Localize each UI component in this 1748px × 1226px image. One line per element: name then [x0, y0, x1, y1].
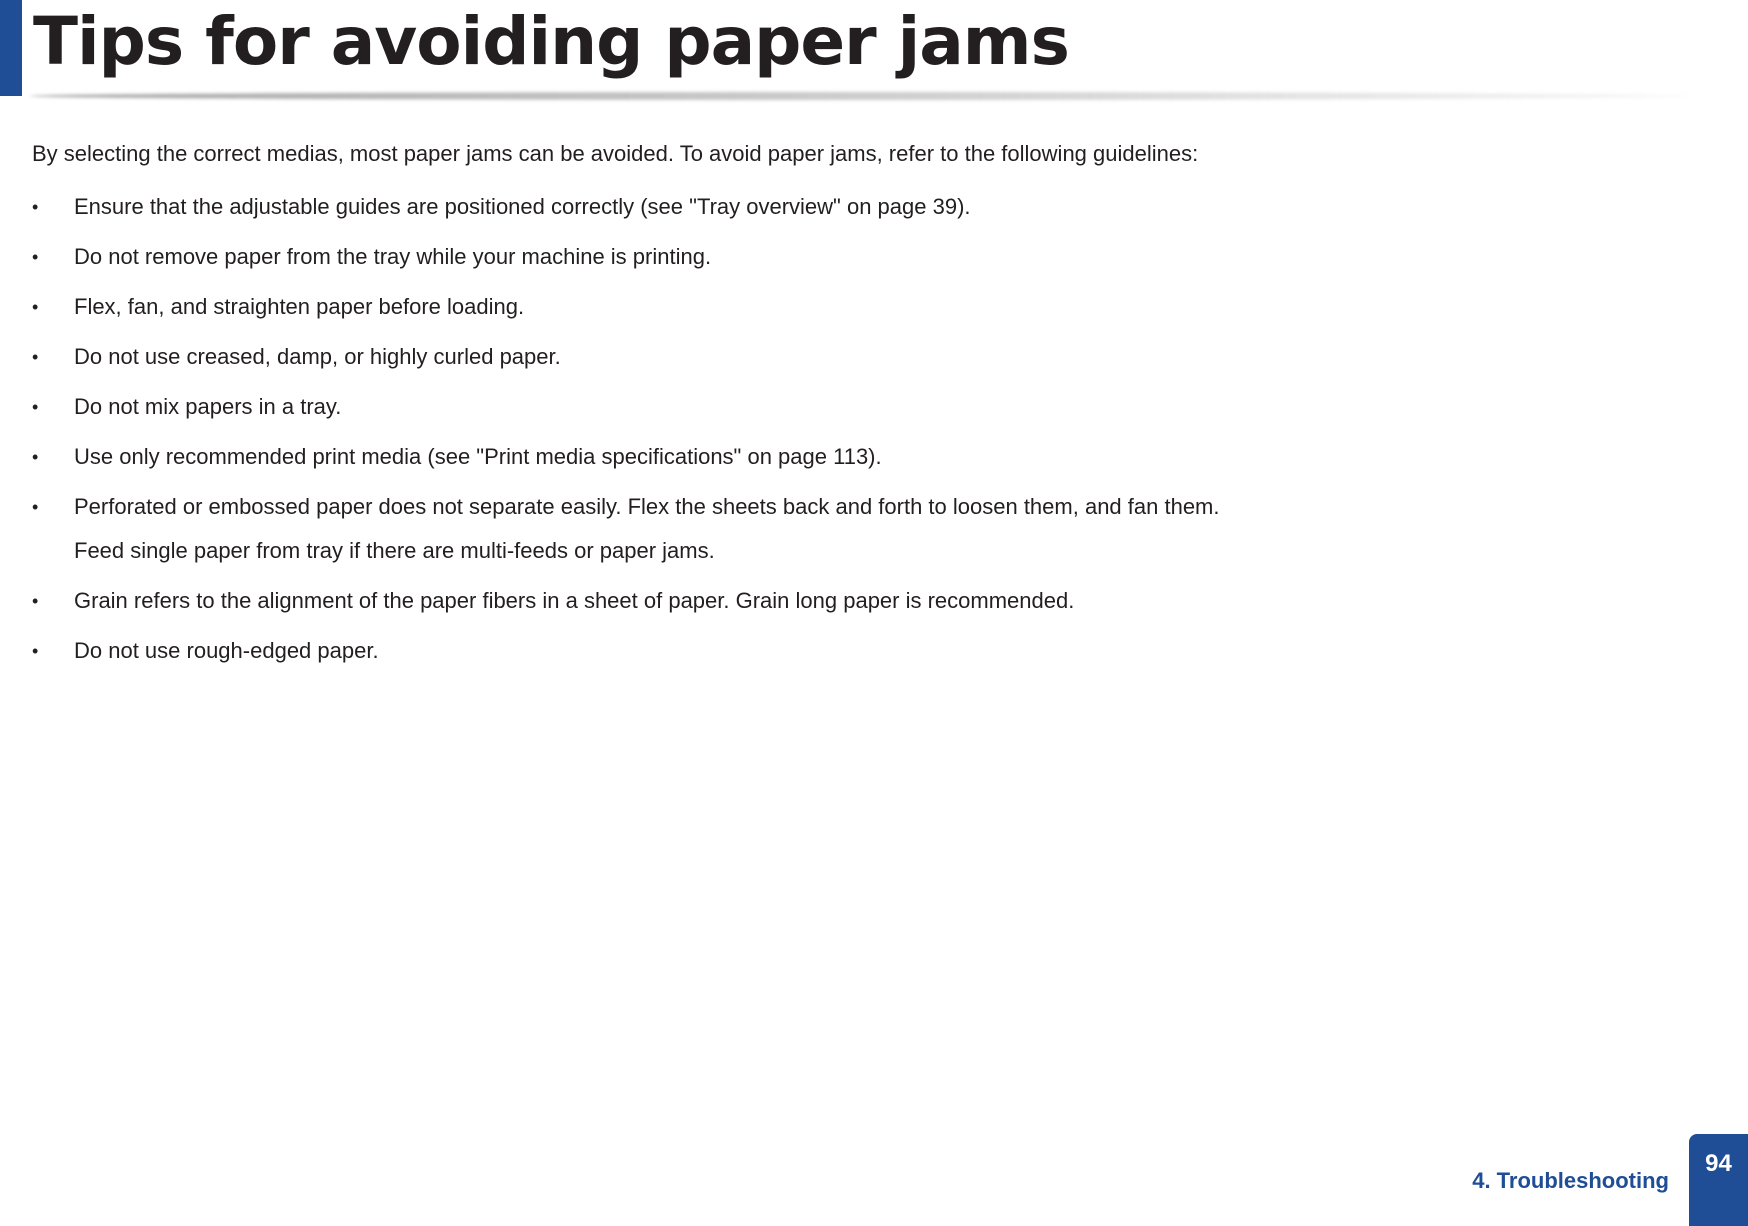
bullet-icon: • — [32, 641, 39, 661]
guideline-text: Perforated or embossed paper does not separate easily. Flex the sheets back and forth to loosen them, and fan them. — [74, 494, 1220, 519]
guideline-list — [32, 193, 1712, 687]
guideline-item — [32, 243, 1712, 271]
bullet-icon: • — [32, 197, 39, 217]
title-divider — [30, 92, 1690, 100]
bullet-icon: • — [32, 497, 39, 517]
guideline-item — [32, 493, 1712, 565]
guideline-item — [32, 443, 1712, 471]
title-accent-bar — [0, 0, 22, 96]
bullet-icon: • — [32, 297, 39, 317]
guideline-text-continued: Feed single paper from tray if there are multi-feeds or paper jams. — [74, 538, 715, 563]
page-number-badge: 94 — [1689, 1134, 1748, 1226]
guideline-item — [32, 293, 1712, 321]
guideline-text: Do not remove paper from the tray while your machine is printing. — [74, 244, 712, 269]
bullet-icon: • — [32, 397, 39, 417]
guideline-item — [32, 587, 1712, 615]
bullet-icon: • — [32, 447, 39, 467]
bullet-icon: • — [32, 591, 39, 611]
guideline-text: Do not use rough-edged paper. — [74, 638, 379, 663]
guideline-item — [32, 393, 1712, 421]
intro-paragraph: By selecting the correct medias, most paper jams can be avoided. To avoid paper jams, refer to the following guidelines: — [32, 141, 1199, 166]
guideline-text: Grain refers to the alignment of the paper fibers in a sheet of paper. Grain long paper is recommended. — [74, 588, 1075, 613]
page-title: Tips for avoiding paper jams — [33, 3, 1069, 80]
bullet-icon: • — [32, 347, 39, 367]
guideline-text: Flex, fan, and straighten paper before loading. — [74, 294, 525, 319]
guideline-text: Use only recommended print media (see "Print media specifications" on page 113). — [74, 444, 882, 469]
guideline-item — [32, 193, 1712, 221]
guideline-text: Do not mix papers in a tray. — [74, 394, 342, 419]
guideline-item — [32, 637, 1712, 665]
guideline-text: Do not use creased, damp, or highly curled paper. — [74, 344, 561, 369]
bullet-icon: • — [32, 247, 39, 267]
guideline-text: Ensure that the adjustable guides are positioned correctly (see "Tray overview" on page 39). — [74, 194, 971, 219]
footer-section-label: 4. Troubleshooting — [1472, 1168, 1669, 1193]
guideline-item — [32, 343, 1712, 371]
